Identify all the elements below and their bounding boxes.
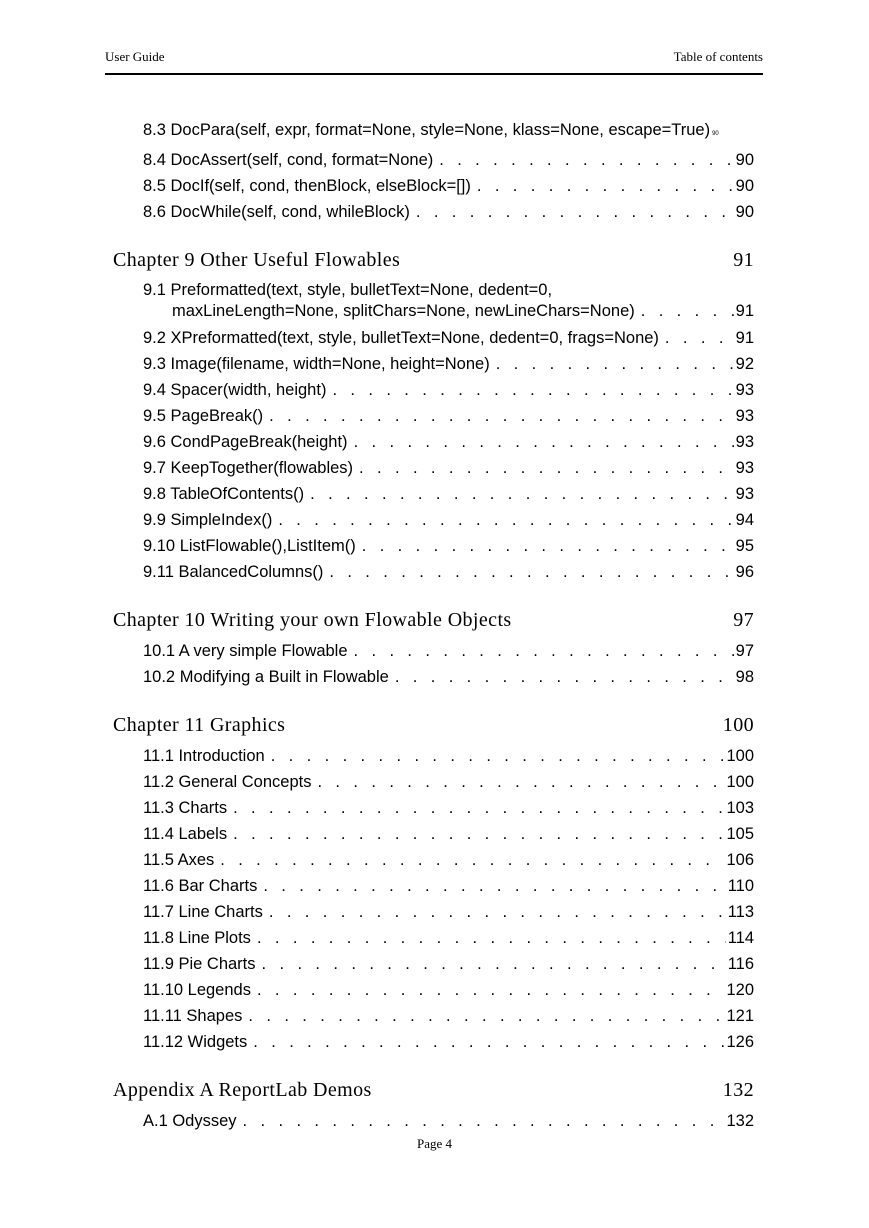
toc-entry[interactable]	[143, 507, 754, 533]
chapter-title: Chapter 11 Graphics	[113, 714, 286, 736]
leader-dots	[271, 743, 725, 769]
toc-entry-title: 11.4 Labels	[143, 825, 228, 843]
appendix-title: Appendix A ReportLab Demos	[113, 1079, 372, 1101]
header-section-title: Table of contents	[673, 49, 763, 64]
toc-entry-title: 10.2 Modifying a Built in Flowable	[143, 668, 389, 686]
toc-entry[interactable]	[143, 873, 754, 899]
toc-entry-title: 11.11 Shapes	[143, 1007, 243, 1025]
page-header	[105, 47, 763, 75]
leader-dots	[416, 199, 734, 225]
leader-dots	[310, 481, 734, 507]
toc-entry-title: 11.1 Introduction	[143, 747, 265, 765]
leader-dots	[496, 351, 734, 377]
leader-dots	[269, 899, 726, 925]
toc-entry-page: 92	[735, 355, 754, 373]
toc-entry[interactable]	[143, 638, 754, 664]
toc-entry[interactable]	[143, 1003, 754, 1029]
toc-entry-page: 94	[735, 511, 754, 529]
toc-entry-page: 97	[735, 642, 754, 660]
toc-entry-title: 8.3 DocPara(self, expr, format=None, style=None, klass=None, escape=True)	[143, 121, 711, 139]
toc-entry[interactable]	[143, 377, 754, 403]
chapter-title: Chapter 10 Writing your own Flowable Objects	[113, 609, 512, 631]
toc-entry-title: 9.4 Spacer(width, height)	[143, 381, 327, 399]
chapter-page: 97	[733, 609, 754, 631]
toc-entry-page: 93	[735, 407, 754, 425]
toc-entry[interactable]	[143, 429, 754, 455]
toc-entry-page: 93	[735, 485, 754, 503]
leader-dots	[269, 403, 733, 429]
toc-entry-title: 11.7 Line Charts	[143, 903, 263, 921]
leader-dots	[257, 925, 726, 951]
leader-dots	[262, 951, 726, 977]
toc-entry-title: 11.3 Charts	[143, 799, 228, 817]
toc-entry[interactable]	[143, 847, 754, 873]
toc-entry-page: 113	[727, 903, 754, 921]
table-of-contents	[113, 117, 754, 1134]
leader-dots	[257, 977, 725, 1003]
toc-entry-title: 11.12 Widgets	[143, 1033, 248, 1051]
page-number: Page 4	[416, 1136, 453, 1151]
toc-entry-title: 10.1 A very simple Flowable	[143, 642, 348, 660]
toc-entry-title: 11.9 Pie Charts	[143, 955, 256, 973]
toc-entry[interactable]	[143, 1029, 754, 1055]
toc-entry[interactable]	[143, 403, 754, 429]
leader-dots	[354, 638, 734, 664]
leader-dots	[665, 325, 734, 351]
toc-entry[interactable]	[143, 173, 754, 199]
toc-entry[interactable]	[143, 899, 754, 925]
leader-dots	[439, 147, 733, 173]
chapter-page: 91	[733, 249, 754, 271]
toc-entry[interactable]	[143, 199, 754, 225]
toc-entry-title: 11.6 Bar Charts	[143, 877, 258, 895]
toc-entry[interactable]	[143, 117, 754, 147]
header-doc-title: User Guide	[105, 49, 165, 64]
toc-entry-title: 11.8 Line Plots	[143, 929, 251, 947]
toc-entry-title: 11.5 Axes	[143, 851, 215, 869]
toc-entry-title-line2: maxLineLength=None, splitChars=None, newLineChars=None)	[172, 302, 635, 320]
leader-dots	[359, 455, 734, 481]
toc-entry-page: 95	[735, 537, 754, 555]
toc-entry-page: 126	[726, 1033, 754, 1051]
toc-entry-title-line1: 9.1 Preformatted(text, style, bulletText=None, dedent=0,	[143, 281, 553, 299]
leader-dots	[278, 507, 733, 533]
toc-entry-page: 106	[726, 851, 754, 869]
toc-entry-title: 9.8 TableOfContents()	[143, 485, 305, 503]
toc-entry[interactable]	[143, 769, 754, 795]
toc-entry-title: 8.4 DocAssert(self, cond, format=None)	[143, 151, 434, 169]
toc-entry-page: 91	[735, 302, 754, 320]
toc-entry-page: 90	[712, 131, 719, 137]
leader-dots	[477, 173, 734, 199]
toc-entry-page: 121	[726, 1007, 754, 1025]
leader-dots	[243, 1108, 725, 1134]
toc-entry-page: 100	[726, 747, 754, 765]
chapter-heading[interactable]	[113, 607, 754, 633]
toc-entry[interactable]	[143, 1108, 754, 1134]
toc-entry-page: 100	[726, 773, 754, 791]
toc-entry-page: 93	[735, 381, 754, 399]
toc-entry-title: 9.7 KeepTogether(flowables)	[143, 459, 354, 477]
chapter-page: 100	[722, 714, 754, 736]
leader-dots	[248, 1003, 724, 1029]
page-footer	[0, 1136, 869, 1152]
toc-entry[interactable]	[143, 278, 754, 325]
chapter-title: Chapter 9 Other Useful Flowables	[113, 249, 401, 271]
leader-dots	[233, 795, 724, 821]
toc-entry-page: 114	[727, 929, 754, 947]
toc-entry-title: 8.6 DocWhile(self, cond, whileBlock)	[143, 203, 410, 221]
toc-entry[interactable]	[143, 977, 754, 1003]
toc-entry-title: A.1 Odyssey	[143, 1112, 237, 1130]
toc-entry-title: 11.10 Legends	[143, 981, 251, 999]
leader-dots	[354, 429, 734, 455]
toc-entry[interactable]	[143, 481, 754, 507]
toc-entry-title: 9.3 Image(filename, width=None, height=None)	[143, 355, 490, 373]
leader-dots	[329, 559, 733, 585]
toc-entry[interactable]	[143, 795, 754, 821]
toc-entry-page: 120	[726, 981, 754, 999]
toc-entry[interactable]	[143, 821, 754, 847]
toc-entry[interactable]	[143, 664, 754, 690]
toc-entry-title: 8.5 DocIf(self, cond, thenBlock, elseBlock=[])	[143, 177, 471, 195]
leader-dots	[253, 1029, 724, 1055]
leader-dots	[641, 301, 734, 322]
leader-dots	[317, 769, 724, 795]
toc-entry-title: 9.10 ListFlowable(),ListItem()	[143, 537, 356, 555]
toc-entry[interactable]	[143, 455, 754, 481]
appendix-page: 132	[722, 1079, 754, 1101]
leader-dots	[233, 821, 724, 847]
toc-entry-page: 93	[735, 459, 754, 477]
appendix-heading[interactable]	[113, 1077, 754, 1103]
leader-dots	[362, 533, 734, 559]
toc-entry-page: 103	[726, 799, 754, 817]
toc-entry-page: 132	[726, 1112, 754, 1130]
toc-entry[interactable]	[143, 925, 754, 951]
toc-entry[interactable]	[143, 559, 754, 585]
leader-dots	[395, 664, 734, 690]
toc-entry-title: 9.5 PageBreak()	[143, 407, 264, 425]
toc-entry-title: 9.11 BalancedColumns()	[143, 563, 324, 581]
chapter-heading[interactable]	[113, 247, 754, 273]
toc-entry-page: 110	[727, 877, 754, 895]
toc-entry[interactable]	[143, 743, 754, 769]
toc-entry-title: 9.6 CondPageBreak(height)	[143, 433, 348, 451]
leader-dots	[263, 873, 725, 899]
toc-entry-page: 116	[727, 955, 754, 973]
toc-entry-page: 98	[735, 668, 754, 686]
toc-entry[interactable]	[143, 351, 754, 377]
toc-entry[interactable]	[143, 951, 754, 977]
leader-dots	[220, 847, 724, 873]
toc-entry-title: 9.9 SimpleIndex()	[143, 511, 273, 529]
toc-entry[interactable]	[143, 147, 754, 173]
toc-entry-title: 9.2 XPreformatted(text, style, bulletText=None, dedent=0, frags=None)	[143, 329, 659, 347]
leader-dots	[332, 377, 733, 403]
toc-entry[interactable]	[143, 533, 754, 559]
toc-entry-page: 93	[735, 433, 754, 451]
toc-entry[interactable]	[143, 325, 754, 351]
toc-entry-page: 90	[735, 177, 754, 195]
toc-entry-page: 90	[735, 203, 754, 221]
toc-entry-page: 96	[735, 563, 754, 581]
toc-entry-page: 90	[735, 151, 754, 169]
toc-entry-page: 91	[735, 329, 754, 347]
toc-entry-page: 105	[726, 825, 754, 843]
chapter-heading[interactable]	[113, 712, 754, 738]
toc-entry-title: 11.2 General Concepts	[143, 773, 312, 791]
